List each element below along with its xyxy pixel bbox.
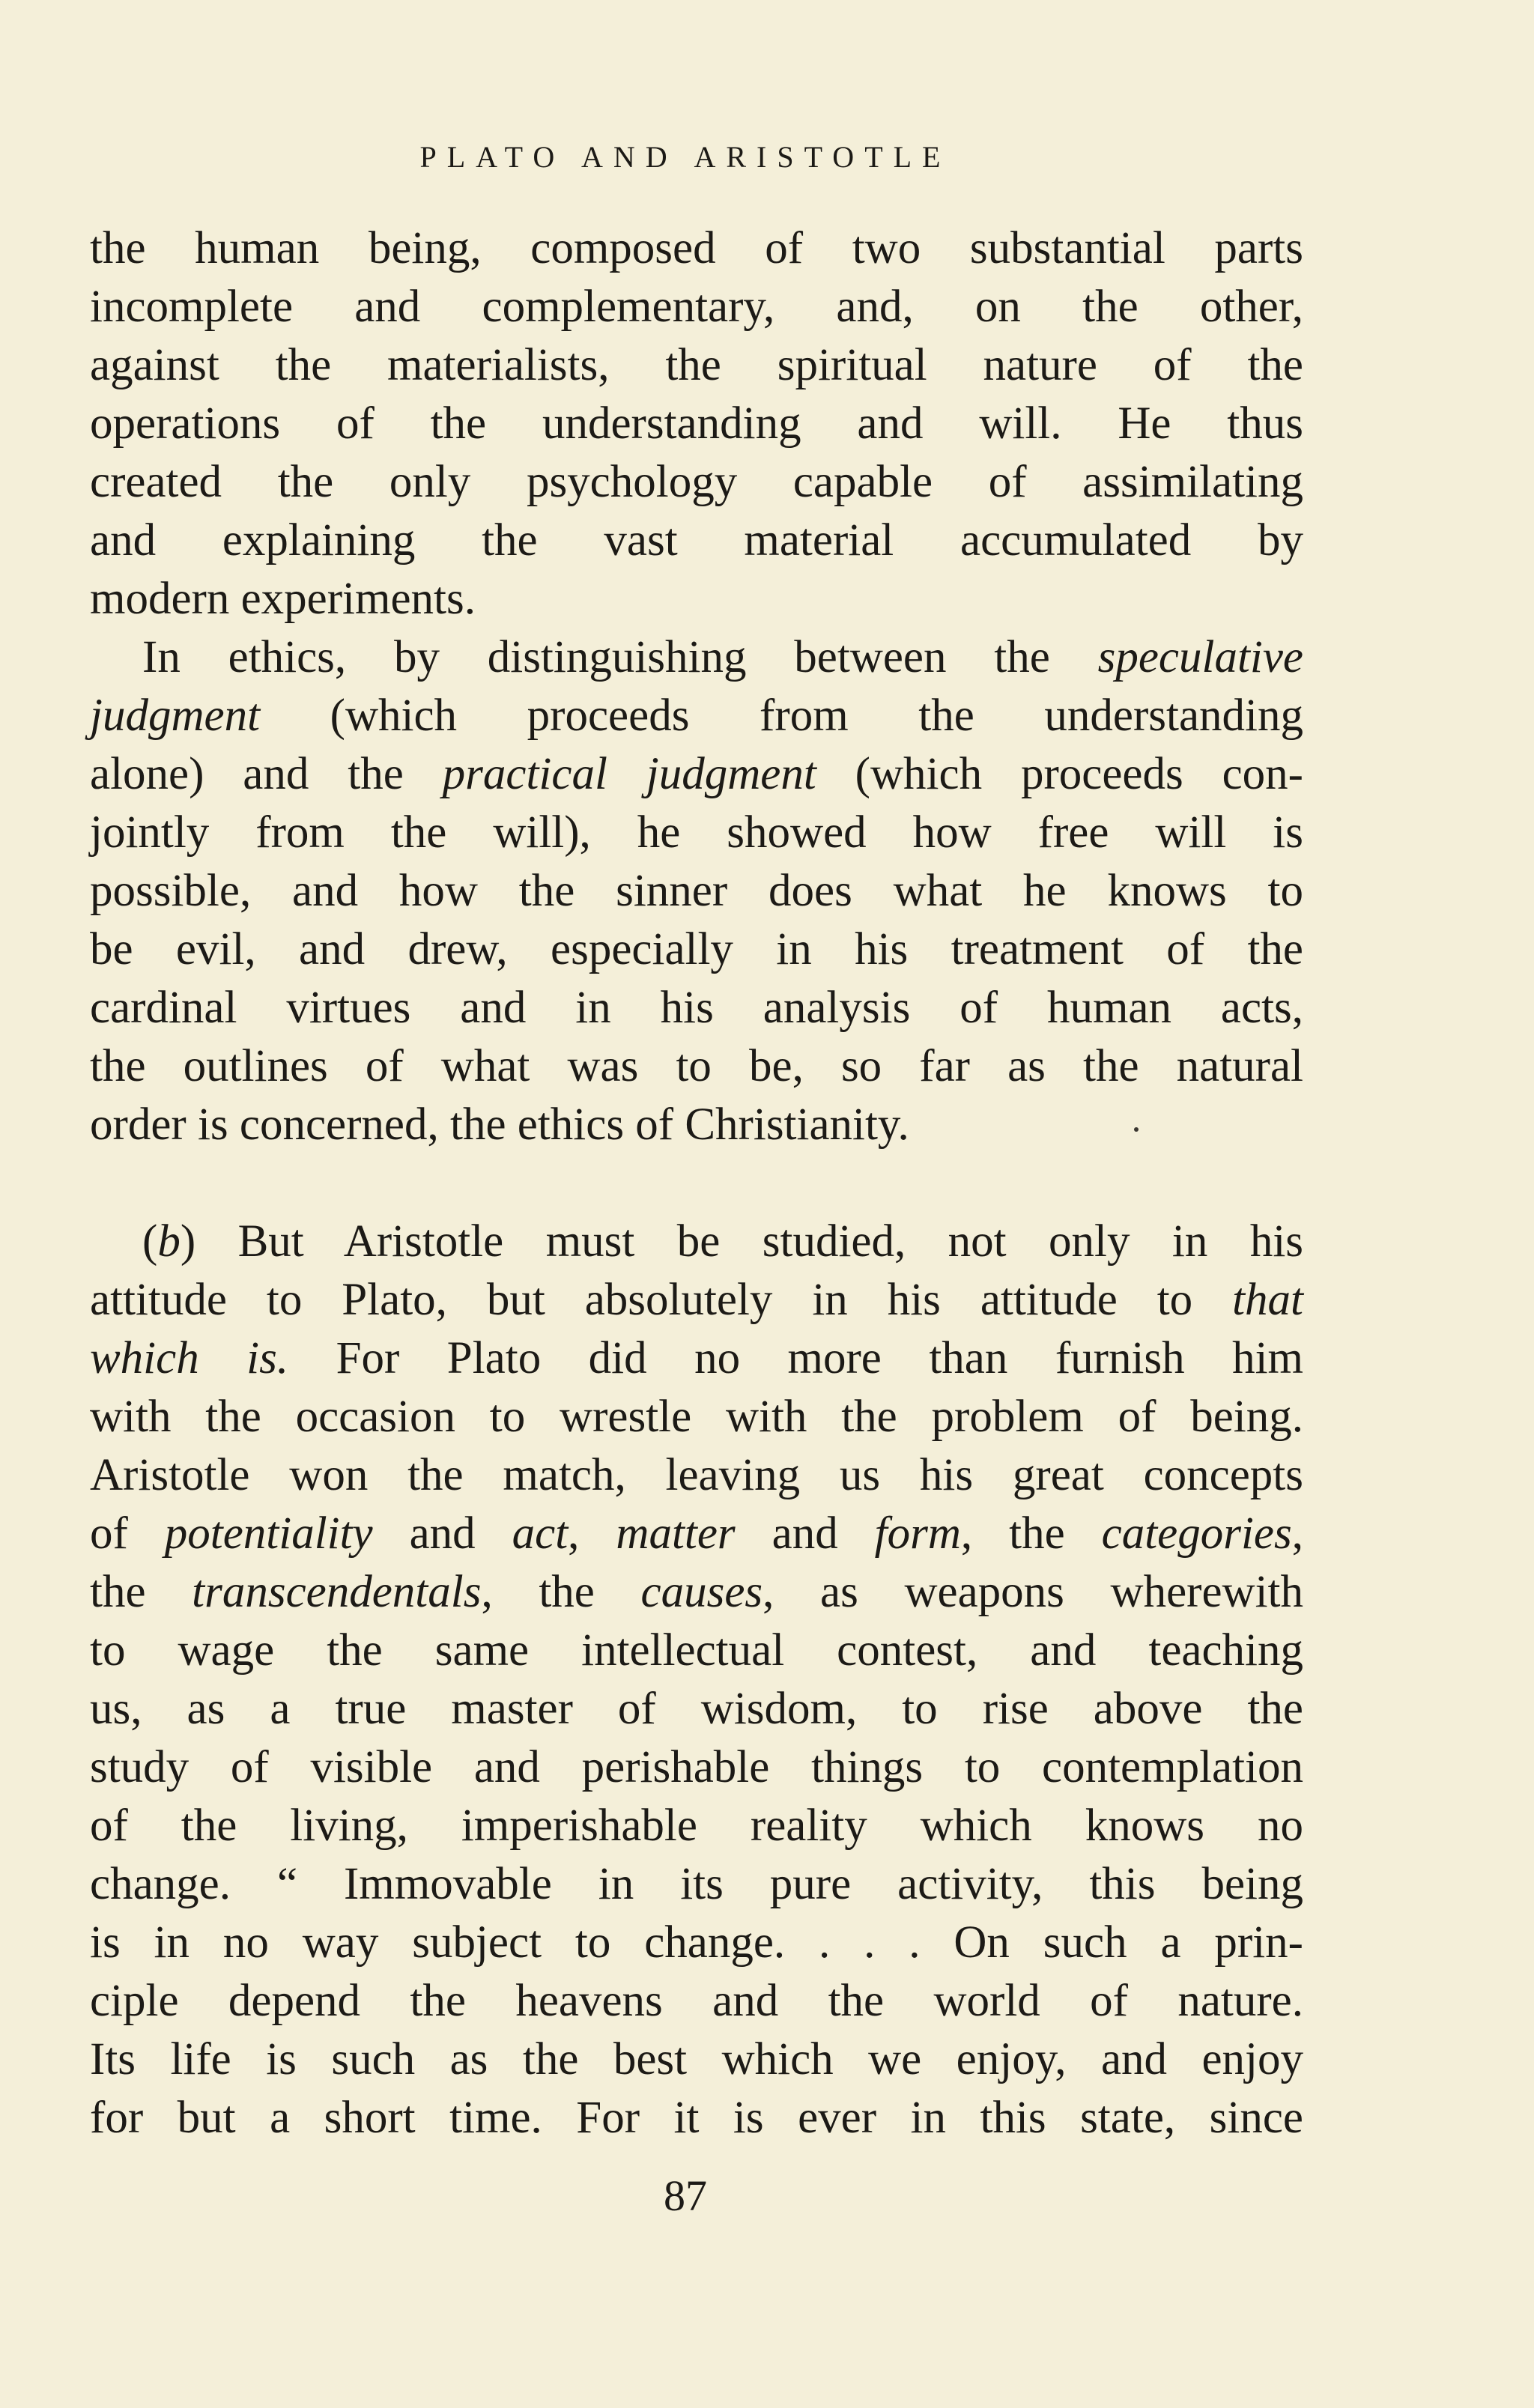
text-line: is in no way subject to change. . . . On such a prin- <box>90 1917 1303 1968</box>
text-run: alone) and the <box>90 749 443 799</box>
text-run: In ethics, by distinguishing between the <box>142 632 1098 682</box>
text-line: Aristotle won the match, leaving us his great concepts <box>90 1450 1303 1500</box>
text-line: with the occasion to wrestle with the problem of being. <box>90 1392 1303 1442</box>
italic-term: speculative <box>1097 632 1303 682</box>
text-line <box>90 1563 1303 1622</box>
text-line: incomplete and complementary, and, on the other, <box>90 282 1303 332</box>
page-number: 87 <box>664 2171 707 2220</box>
text-line: study of visible and perishable things to contemplation <box>90 1742 1303 1792</box>
text-line <box>90 687 1303 745</box>
text-run: , as weapons wherewith <box>763 1567 1303 1617</box>
paragraph-2 <box>90 628 1303 1154</box>
text-line: ciple depend the heavens and the world of nature. <box>90 1976 1303 2026</box>
italic-term: judgment <box>90 691 261 741</box>
text-line: and explaining the vast material accumulated by <box>90 515 1303 565</box>
text-line: cardinal virtues and in his analysis of human acts, <box>90 983 1303 1033</box>
text-line: against the materialists, the spiritual nature of the <box>90 340 1303 390</box>
paragraph-3 <box>90 1213 1303 2147</box>
italic-term: transcendentals <box>192 1567 482 1617</box>
text-line: Its life is such as the best which we enjoy, and enjoy <box>90 2034 1303 2084</box>
text-run: and <box>735 1508 875 1559</box>
text-line: us, as a true master of wisdom, to rise above the <box>90 1684 1303 1734</box>
text-line: the outlines of what was to be, so far as the natural <box>90 1041 1303 1091</box>
text-run: the <box>90 1567 192 1617</box>
italic-term: which is. <box>90 1333 289 1383</box>
text-run: (which proceeds from the understanding <box>260 691 1303 741</box>
text-line <box>90 1271 1303 1329</box>
text-line <box>90 1505 1303 1563</box>
text-line <box>90 1213 1303 1271</box>
text-run: , <box>568 1508 616 1559</box>
text-run: ) But Aristotle must be studied, not only in his <box>180 1216 1303 1267</box>
text-run: , <box>1291 1508 1303 1559</box>
text-line <box>90 745 1303 804</box>
italic-term: causes <box>640 1567 763 1617</box>
text-line: possible, and how the sinner does what he knows to <box>90 866 1303 916</box>
text-line <box>90 1329 1303 1388</box>
text-line: created the only psychology capable of assimilating <box>90 457 1303 507</box>
italic-term: potentiality <box>164 1508 373 1559</box>
text-run: , the <box>481 1567 641 1617</box>
italic-term: categories <box>1101 1508 1292 1559</box>
text-line: to wage the same intellectual contest, and teaching <box>90 1625 1303 1675</box>
text-run: (which proceeds con- <box>816 749 1303 799</box>
italic-term: practical judgment <box>442 749 816 799</box>
text-line: jointly from the will), he showed how free will is <box>90 807 1303 858</box>
italic-term: matter <box>616 1508 736 1559</box>
italic-term: form <box>874 1508 961 1559</box>
text-line: of the living, imperishable reality which knows no <box>90 1801 1303 1851</box>
running-head: PLATO AND ARISTOTLE <box>419 140 951 174</box>
text-line: change. “ Immovable in its pure activity, this being <box>90 1859 1303 1909</box>
text-line: modern experiments. <box>90 574 476 624</box>
text-line: order is concerned, the ethics of Christianity. <box>90 1100 909 1150</box>
italic-term: act <box>512 1508 569 1559</box>
text-line <box>90 628 1303 687</box>
text-run: attitude to Plato, but absolutely in his attitude to <box>90 1275 1233 1325</box>
text-run: ( <box>142 1216 158 1267</box>
stray-ink-mark <box>1134 1127 1139 1132</box>
text-line: operations of the understanding and will. He thus <box>90 398 1303 449</box>
text-line: be evil, and drew, especially in his treatment of the <box>90 924 1303 974</box>
text-line: the human being, composed of two substantial parts <box>90 223 1303 273</box>
text-run: and <box>372 1508 512 1559</box>
text-line: for but a short time. For it is ever in this state, since <box>90 2093 1303 2143</box>
italic-term: that <box>1232 1275 1303 1325</box>
text-run: , the <box>960 1508 1102 1559</box>
paragraph-1 <box>90 219 1303 628</box>
text-run: of <box>90 1508 165 1559</box>
italic-term: b <box>157 1216 181 1267</box>
text-run: For Plato did no more than furnish him <box>288 1333 1303 1383</box>
